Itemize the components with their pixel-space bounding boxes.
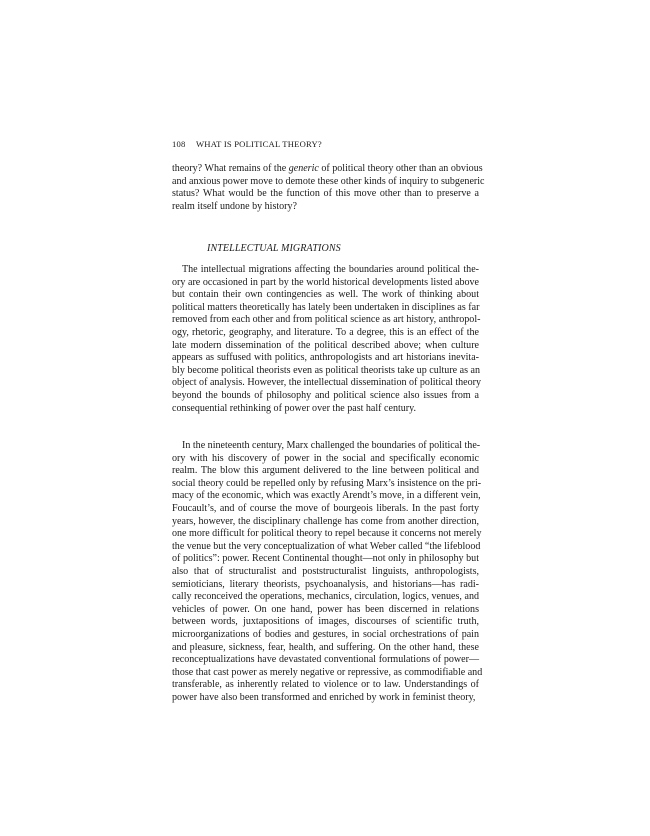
- running-head: [172, 139, 322, 149]
- text-line: theory? What remains of the generic of political theory other than an obvious: [172, 163, 483, 174]
- text-line: removed from each other and from political science as art history, anthropol-: [172, 314, 481, 326]
- text-line: macy of the economic, which was exactly Arendt’s move, in a different vein,: [172, 490, 481, 502]
- text-line: also that of structuralist and poststructuralist linguists, anthropologists,: [172, 565, 479, 577]
- running-head-title: WHAT IS POLITICAL THEORY?: [196, 139, 322, 149]
- text-line: bly become political theorists even as political theorists take up culture as an: [172, 364, 481, 376]
- paragraph-continuation: [172, 163, 485, 213]
- text-line: of politics”: power. Recent Continental thought—not only in philosophy but: [172, 553, 479, 565]
- text-line: beyond the bounds of philosophy and political science also issues from a: [172, 389, 479, 401]
- text-line: between words, juxtapositions of images, discourses of scientific truth,: [172, 616, 479, 628]
- text-line: ory are occasioned in part by the world historical developments listed above: [172, 276, 479, 288]
- emphasis-generic: generic: [288, 163, 319, 174]
- text-line: cally reconceived the operations, mechanics, circulation, logics, venues, and: [172, 591, 479, 603]
- text-line: microorganizations of bodies and gestures, in social orchestrations of pain: [172, 628, 479, 640]
- text-line: semioticians, literary theorists, psychoanalysis, and historians—has radi-: [172, 578, 479, 590]
- section-heading: INTELLECTUAL MIGRATIONS: [207, 243, 341, 254]
- paragraph-marx: [172, 440, 483, 704]
- text-line: ogy, rhetoric, geography, and literature. To a degree, this is an effect of the: [172, 326, 479, 338]
- text-line: realm itself undone by history?: [172, 200, 297, 212]
- text-line: the venue but the very conceptualization of what Weber called “the lifeblood: [172, 540, 481, 552]
- text-line: and pleasure, sickness, fear, health, and suffering. On the other hand, these: [172, 641, 479, 653]
- text-line: political matters theoretically has lately been undertaken in disciplines as far: [172, 301, 480, 313]
- text-line: transferable, as inherently related to violence or to law. Understandings of: [172, 679, 479, 691]
- text-line: consequential rethinking of power over the past half century.: [172, 402, 417, 414]
- text-line: those that cast power as merely negative or repressive, as commodifiable and: [172, 666, 483, 678]
- text-line: and anxious power move to demote these other kinds of inquiry to subgeneric: [172, 175, 485, 187]
- text-line: realm. The blow this argument delivered to the line between political and: [172, 465, 479, 477]
- text-line: In the nineteenth century, Marx challenged the boundaries of political the-: [182, 440, 481, 451]
- text-line: appears as suffused with politics, anthropologists and art historians inevita-: [172, 352, 479, 364]
- text-line: power have also been transformed and enriched by work in feminist theory,: [172, 691, 476, 703]
- text-line: status? What would be the function of this move other than to preserve a: [172, 188, 479, 200]
- text-line: years, however, the disciplinary challenge has come from another direction,: [172, 515, 479, 527]
- text-line: The intellectual migrations affecting the boundaries around political the-: [182, 264, 479, 275]
- text-line: Foucault’s, and of course the move of bourgeois liberals. In the past forty: [172, 502, 479, 514]
- text-line: reconceptualizations have devastated conventional formulations of power—: [172, 654, 479, 666]
- text-line: ory with his discovery of power in the social and specifically economic: [172, 452, 479, 464]
- page-number: 108: [172, 139, 186, 149]
- text-line: but contain their own contingencies as well. The work of thinking about: [172, 289, 479, 301]
- text-line: object of analysis. However, the intellectual dissemination of political theory: [172, 377, 482, 389]
- paragraph-intellectual-migrations: [172, 264, 482, 415]
- text-line: vehicles of power. On one hand, power has been discerned in relations: [172, 603, 479, 615]
- text-line: late modern dissemination of the political described above; when culture: [172, 339, 479, 351]
- text-line: one more difficult for political theory to repel because it concerns not merely: [172, 528, 482, 540]
- text-line: social theory could be repelled only by refusing Marx’s insistence on the pri-: [172, 477, 482, 489]
